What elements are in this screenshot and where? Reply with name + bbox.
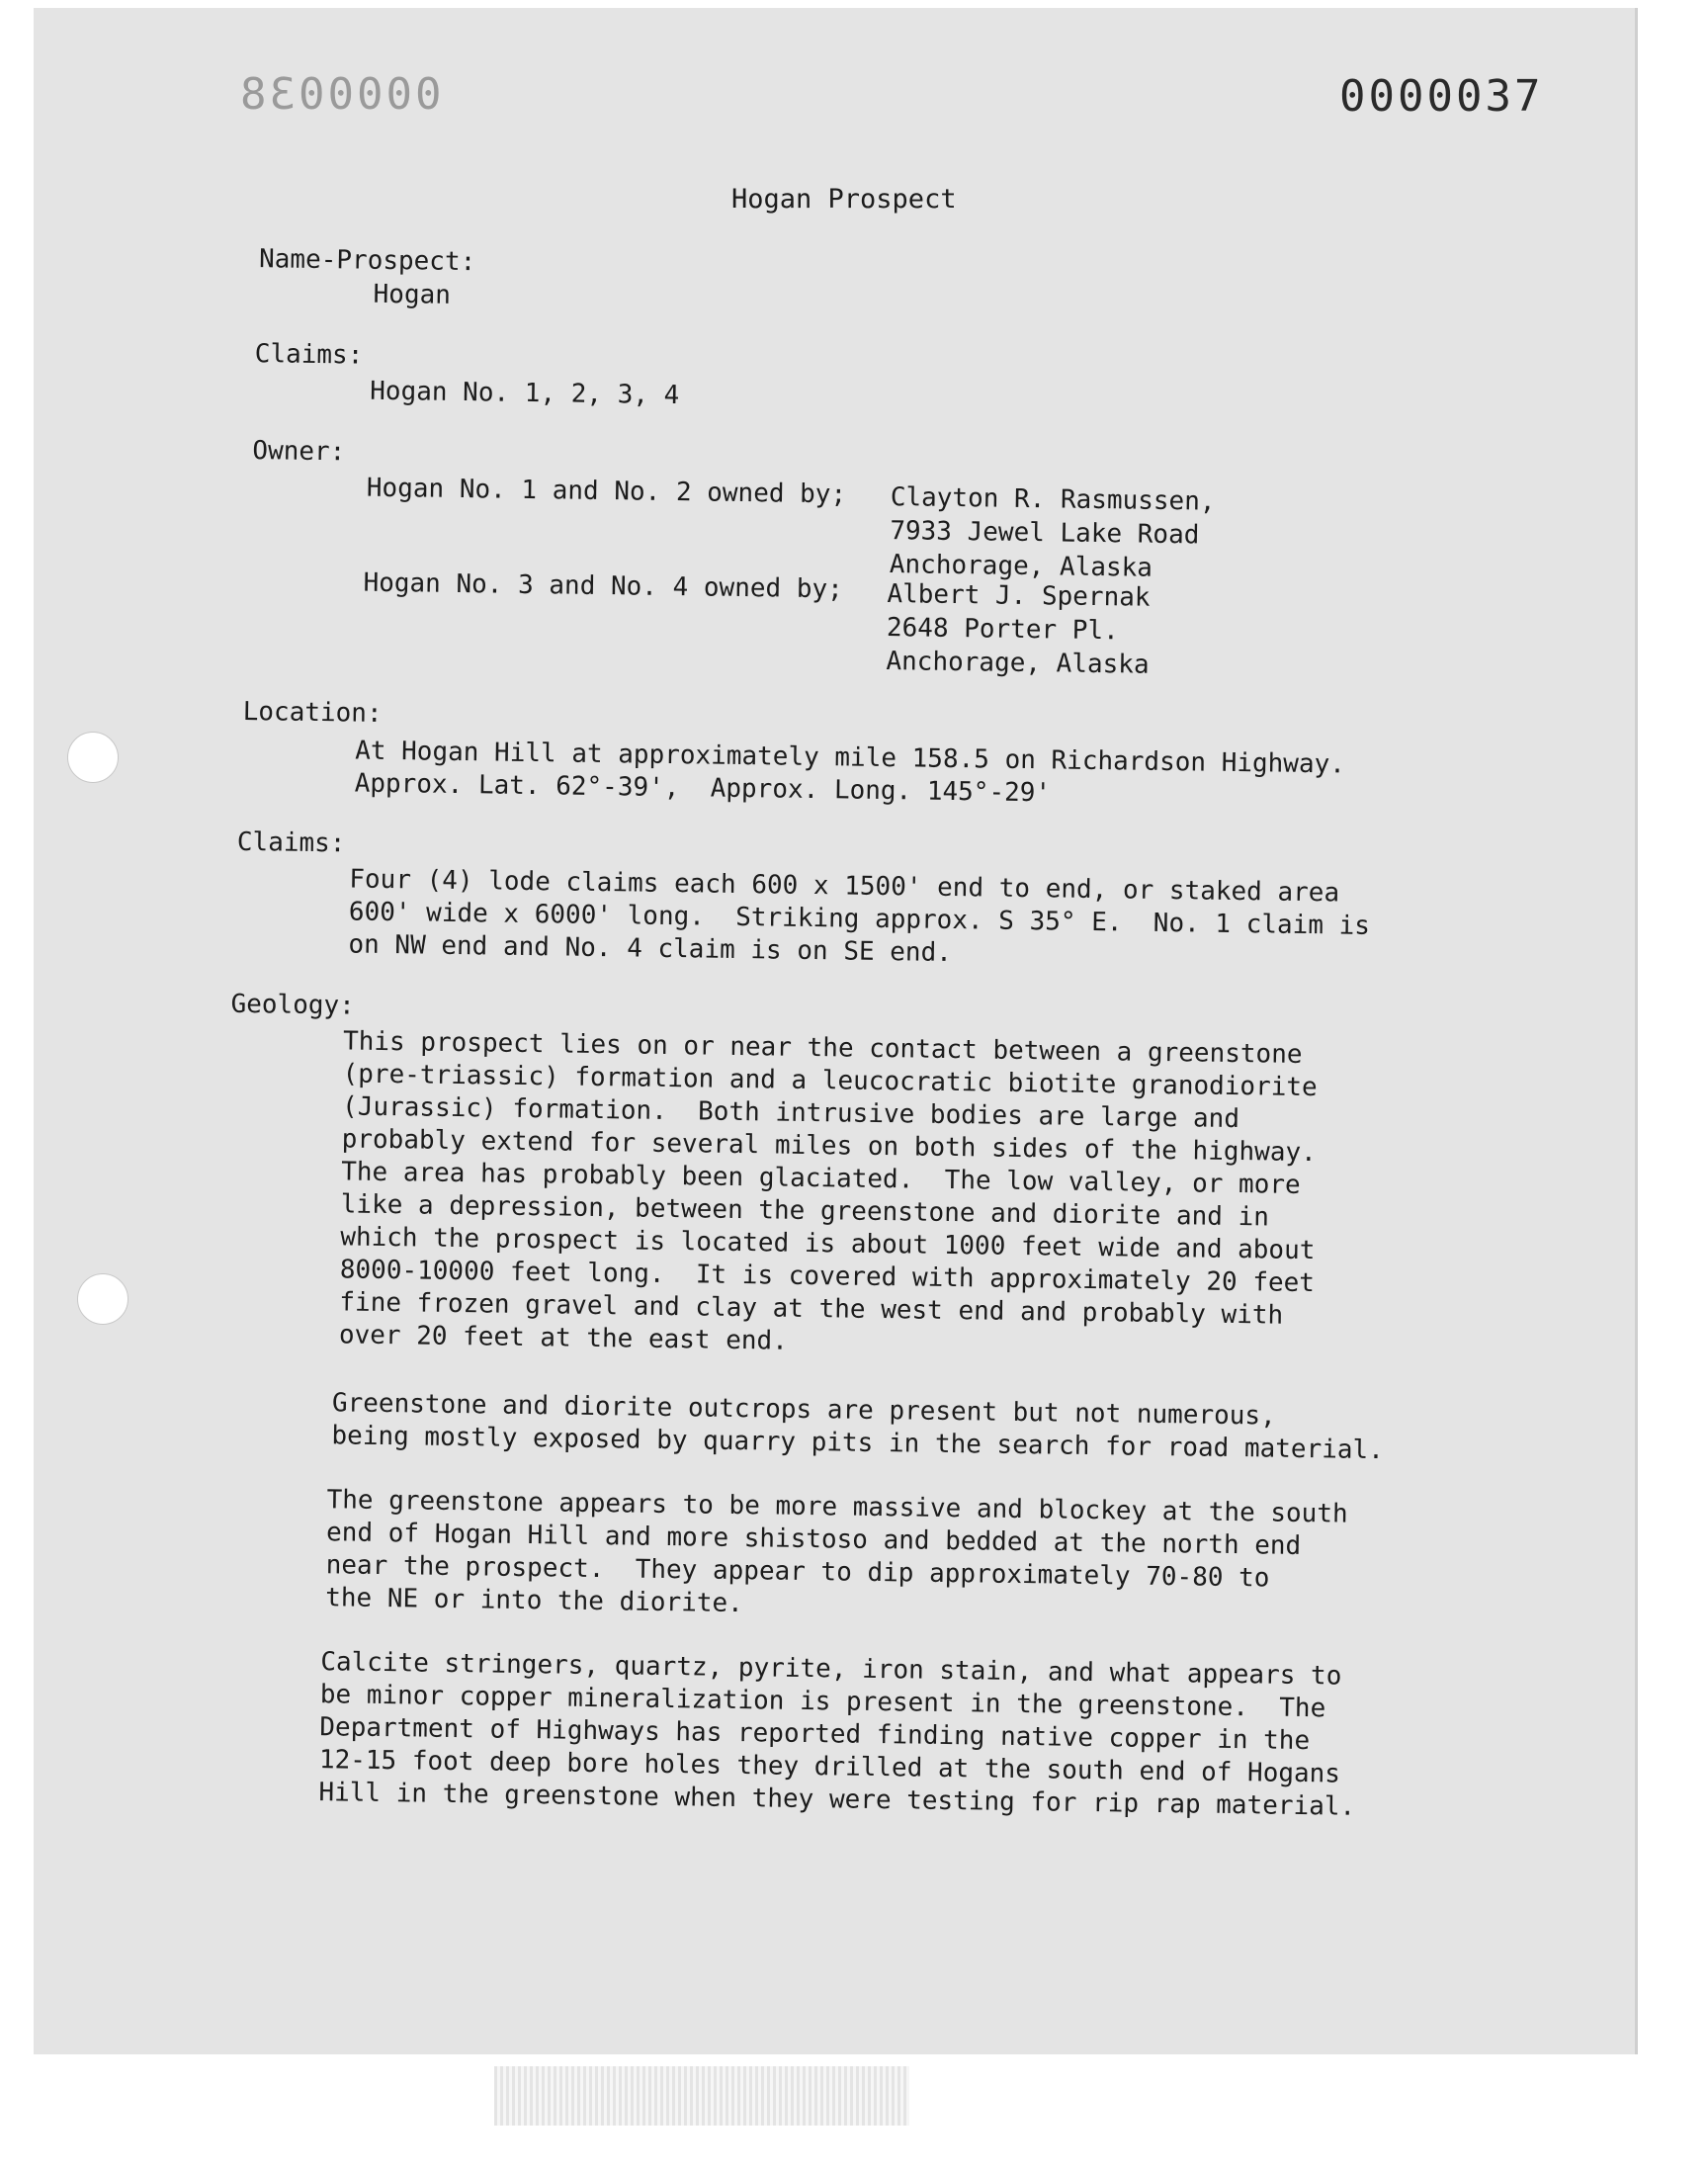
geology-line: being mostly exposed by quarry pits in the search for road material. (331, 1421, 1385, 1466)
claims-value: Hogan No. 1, 2, 3, 4 (370, 376, 680, 411)
claims-label: Claims: (254, 339, 364, 371)
geology-line: This prospect lies on or near the contact between a greenstone (342, 1026, 1303, 1070)
owner-address-2: 2648 Porter Pl. (886, 613, 1119, 647)
geology-line: The area has probably been glaciated. The low valley, or more (341, 1157, 1301, 1200)
geology-line: 12-15 foot deep bore holes they drilled at the south end of Hogans (318, 1745, 1341, 1789)
owner-address-1: 7933 Jewel Lake Road (890, 516, 1200, 551)
geology-line: the NE or into the diorite. (325, 1583, 744, 1619)
name-prospect-label: Name-Prospect: (258, 244, 476, 278)
geology-line: like a depression, between the greenstone and diorite and in (340, 1189, 1270, 1233)
scan-artifact (494, 2066, 909, 2126)
geology-line: near the prospect. They appear to dip approximately 70-80 to (325, 1550, 1270, 1594)
owner-claims-2: Hogan No. 3 and No. 4 owned by; (363, 567, 843, 605)
geology-line: fine frozen gravel and clay at the west end and probably with (339, 1287, 1284, 1331)
geology-line: Hill in the greenstone when they were testing for rip rap material. (318, 1778, 1356, 1822)
owner-label: Owner: (252, 436, 346, 468)
owner-name-2: Albert J. Spernak (887, 579, 1151, 613)
geology-paragraph-4 (318, 1646, 1447, 1825)
geology-line: Department of Highways has reported finding native copper in the (319, 1712, 1311, 1757)
location-line: At Hogan Hill at approximately mile 158.5 on Richardson Highway. (354, 736, 1346, 780)
geology-line: 8000-10000 feet long. It is covered with approximately 20 feet (339, 1255, 1316, 1299)
name-prospect-value: Hogan (373, 279, 452, 310)
owner-city-2: Anchorage, Alaska (886, 647, 1150, 680)
owner-name-1: Clayton R. Rasmussen, (890, 482, 1216, 517)
geology-label: Geology: (230, 989, 356, 1021)
geology-paragraph-1 (339, 1025, 1470, 1367)
claims-detail-text (348, 863, 1476, 977)
claims-detail-label: Claims: (236, 826, 346, 859)
owner-claims-1: Hogan No. 1 and No. 2 owned by; (366, 473, 847, 510)
faded-page-number: 0000038 (237, 69, 442, 120)
claims-detail-line: on NW end and No. 4 claim is on SE end. (348, 929, 953, 968)
punch-hole (77, 1273, 128, 1325)
page-title: Hogan Prospect (731, 184, 957, 215)
geology-line: over 20 feet at the east end. (338, 1320, 789, 1356)
geology-line: (pre-triassic) formation and a leucocratic biotite granodiorite (342, 1059, 1318, 1103)
owner-city-1: Anchorage, Alaska (889, 550, 1153, 583)
geology-paragraph-3 (325, 1484, 1454, 1630)
location-label: Location: (242, 696, 383, 729)
geology-line: (Jurassic) formation. Both intrusive bodies are large and (341, 1091, 1240, 1135)
claims-detail-line: Four (4) lode claims each 600 x 1500' end to end, or staked area (349, 864, 1340, 909)
claims-detail-line: 600' wide x 6000' long. Striking approx. S 35° E. No. 1 claim is (348, 897, 1371, 941)
page-number: 0000037 (1339, 71, 1544, 122)
geology-line: be minor copper mineralization is present in the greenstone. The (319, 1680, 1326, 1724)
geology-line: Calcite stringers, quartz, pyrite, iron stain, and what appears to (320, 1647, 1342, 1692)
location-line: Approx. Lat. 62°-39', Approx. Long. 145°-29' (354, 768, 1052, 809)
geology-line: end of Hogan Hill and more shistoso and bedded at the north end (325, 1518, 1302, 1561)
geology-line: The greenstone appears to be more massive and blockey at the south (326, 1485, 1348, 1529)
geology-line: probably extend for several miles on both sides of the highway. (341, 1124, 1317, 1169)
geology-line: Greenstone and diorite outcrops are present but not numerous, (331, 1388, 1276, 1432)
geology-line: which the prospect is located is about 1000 feet wide and about (340, 1222, 1316, 1266)
punch-hole (67, 732, 119, 783)
